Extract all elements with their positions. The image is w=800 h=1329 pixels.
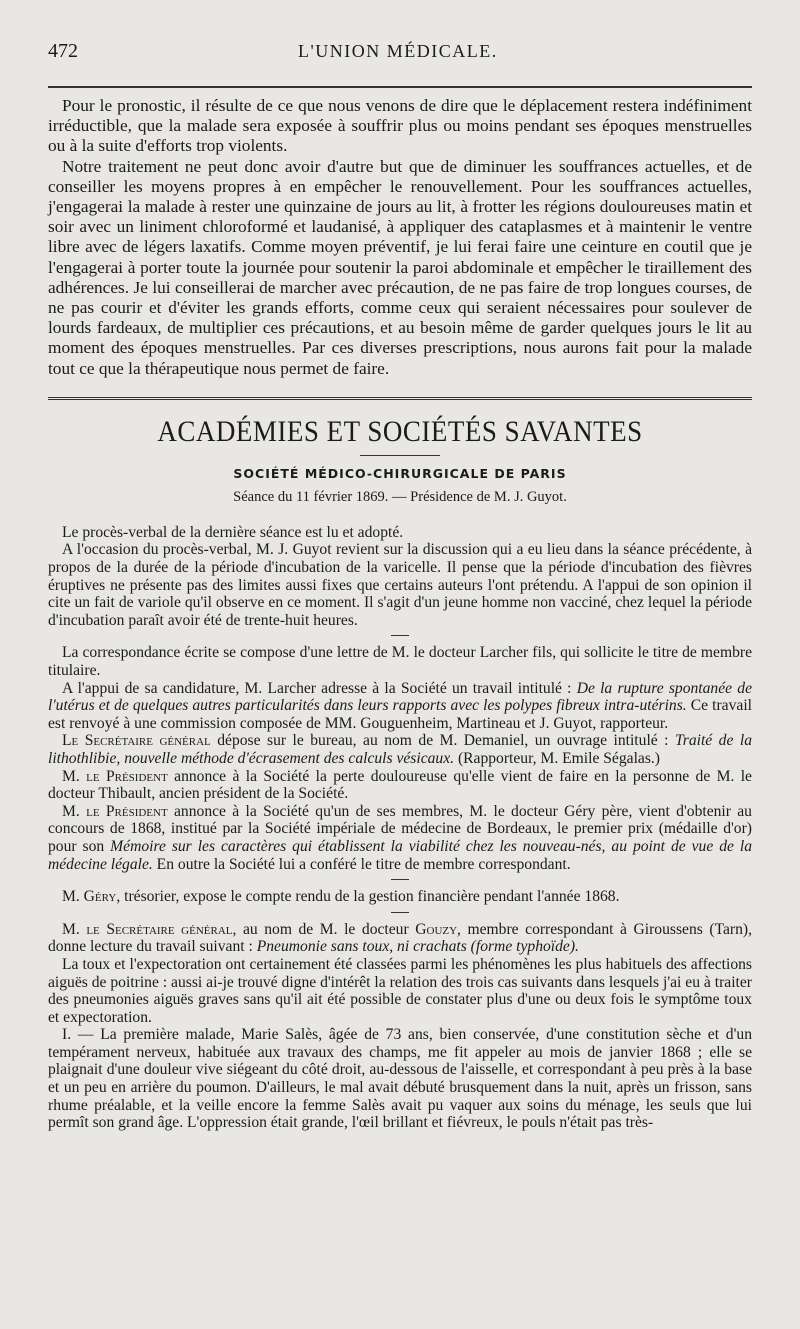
paragraph — [48, 803, 752, 873]
paragraph — [48, 921, 752, 956]
separator-dash — [391, 912, 409, 913]
text-run: annonce à la Société qu'un de ses membres, M. le docteur Géry père, vient d'obtenir au concours de 1868, institué par la Société impériale de médecine de Bordeaux, le premier prix (médaille d'or) pour son — [48, 802, 752, 855]
header-rule — [48, 86, 752, 88]
italic-title: Pneumonie sans toux, ni crachats (forme typhoïde). — [256, 938, 579, 956]
heading-rule — [360, 455, 440, 456]
page-header — [48, 40, 752, 80]
text-run: annonce à la Société la perte douloureuse qu'elle vient de faire en la personne de M. le docteur Thibault, ancien président de la Société. — [48, 767, 752, 803]
italic-title: Mémoire sur les caractères qui établissent la viabilité chez les nouveau-nés, au point de vue de la médecine légale. — [48, 837, 752, 873]
paragraph: La correspondance écrite se compose d'une lettre de M. le docteur Larcher fils, qui sollicite le titre de membre titulaire. — [48, 644, 752, 679]
text-run: dépose sur le bureau, au nom de M. Demaniel, un ouvrage intitulé : — [210, 732, 675, 750]
text-run: M. — [62, 767, 87, 785]
paragraph — [48, 732, 752, 767]
speaker: le Secrétaire général — [86, 920, 233, 938]
paragraph: Le procès-verbal de la dernière séance est lu et adopté. — [62, 523, 404, 541]
author-name: Gouzy — [415, 920, 458, 938]
text-run: , trésorier, expose le compte rendu de la gestion financière pendant l'année 1868. — [116, 888, 620, 906]
session-line: Séance du 11 février 1869. — Présidence de M. J. Guyot. — [233, 488, 567, 505]
paragraph: Pour le pronostic, il résulte de ce que nous venons de dire que le déplacement restera indéfiniment irréductible, que la malade sera exposée à souffrir plus ou moins pendant ses époques menstruelles ou à la suite d'efforts trop violents. — [48, 96, 752, 156]
text-run: M. — [62, 802, 87, 820]
text-run: M. — [62, 888, 84, 906]
paragraph: A l'occasion du procès-verbal, M. J. Guyot revient sur la discussion qui a eu lieu dans la séance précédente, à propos de la durée de la période d'incubation de la varicelle. Il pense que la période d'incubation des fièvres éruptives ne présente pas des limites aussi fixes que certains auteurs l'ont prétendu. A l'appui de son opinion il cite un fait de variole qu'il observe en ce moment. Il s'agit d'un jeune homme non vacciné, chez lequel la période d'incubation paraît avoir été de trente-huit heures. — [48, 541, 752, 629]
text-run: Ce travail est renvoyé à une commission composée de MM. Gouguenheim, Martineau et J. Guyot, rapporteur. — [48, 697, 752, 732]
separator-dash — [391, 879, 409, 880]
page-number: 472 — [48, 40, 78, 62]
text-run: M. — [62, 920, 87, 938]
text-run: , au nom de M. le docteur — [232, 920, 416, 938]
paragraph — [48, 768, 752, 803]
italic-title: Traité de la lithothlibie, nouvelle méthode d'écrasement des calculs vésicaux. — [48, 732, 752, 767]
proceedings — [48, 524, 752, 1132]
text-run: En outre la Société lui a conféré le titre de membre correspondant. — [152, 855, 571, 873]
section-heading: ACADÉMIES ET SOCIÉTÉS SAVANTES — [157, 414, 643, 448]
society-title: SOCIÉTÉ MÉDICO-CHIRURGICALE DE PARIS — [233, 465, 567, 481]
separator-dash — [391, 635, 409, 636]
speaker: Le Secrétaire général — [62, 732, 211, 750]
text-run: A l'appui de sa candidature, M. Larcher adresse à la Société un travail intitulé : — [62, 679, 577, 697]
speaker: le Président — [86, 802, 168, 820]
text-run: , membre correspondant à Giroussens (Tarn), donne lecture du travail suivant : — [48, 920, 753, 956]
speaker: Géry — [83, 888, 117, 906]
paragraph: La toux et l'expectoration ont certainement été classées parmi les phénomènes les plus habituels des affections aiguës de poitrine : aussi ai-je trouvé digne d'intérêt la relation des trois cas suivants dans lesquels j'ai eu à traiter des pneumonies aiguës graves sans qu'il ait été possible de constater plus d'une ou deux fois le symptôme toux et expectoration. — [48, 955, 752, 1026]
paragraph: Notre traitement ne peut donc avoir d'autre but que de diminuer les souffrances actuelles, et de conseiller les moyens propres à en empêcher le renouvellement. Pour les souffrances actuelles, j'engagerai la malade à rester une quinzaine de jours au lit, à frotter les régions douloureuses matin et soir avec un liniment chloroformé et laudanisé, à appliquer des cataplasmes et à maintenir le ventre libre avec de légers laxatifs. Comme moyen préventif, je lui ferai faire une ceinture en coutil que je l'engagerai à porter toute la journée pour soutenir la paroi abdominale et empêcher le tiraillement des adhérences. Je lui conseillerai de marcher avec précaution, de ne pas faire de trop longues courses, de ne pas courir et d'éviter les grands efforts, comme ceux qui seraient nécessaires pour soulever de lourds fardeaux, de multiplier ces précautions, et au besoin même de garder quelques jours le lit au moment des époques menstruelles. Par ces diverses prescriptions, nous aurons fait pour la malade tout ce que la thérapeutique nous permet de faire. — [48, 156, 752, 378]
upper-article — [48, 96, 752, 379]
running-head: L'UNION MÉDICALE. — [298, 41, 498, 61]
speaker: le Président — [86, 767, 168, 785]
paragraph — [48, 888, 752, 906]
italic-title: De la rupture spontanée de l'utérus et de quelques autres particularités dans leurs rapports avec les polypes fibreux intra-utérins. — [48, 679, 752, 715]
paragraph: I. — La première malade, Marie Salès, âgée de 73 ans, bien conservée, d'une constitution sèche et d'un tempérament nerveux, habituée aux travaux des champs, me fit appeler au mois de janvier 1868 ; elle se plaignait d'une douleur vive siégeant du côté droit, au-dessous de l'aisselle, et correspondant à peu près à la base et un peu en arrière du poumon. D'ailleurs, le mal avait débuté brusquement dans la nuit, après un frisson, sans rhume préalable, et la veille encore la femme Salès avait pu vaquer aux soins du ménage, les seuls que lui permît son grand âge. L'oppression était grande, l'œil brillant et fiévreux, le pouls n'était pas très- — [48, 1026, 752, 1132]
paragraph — [48, 680, 752, 733]
section-divider — [48, 397, 752, 402]
text-run: (Rapporteur, M. Emile Ségalas.) — [454, 749, 660, 767]
